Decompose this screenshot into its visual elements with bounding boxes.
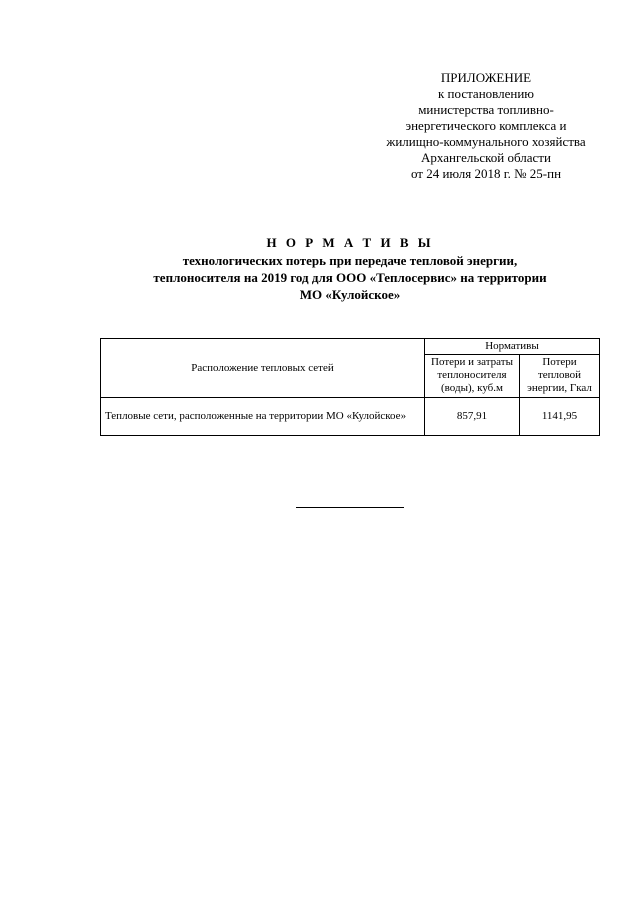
appendix-date-line: от 24 июля 2018 г. № 25-пн xyxy=(410,166,562,181)
appendix-line: Архангельской области xyxy=(421,150,551,165)
header-heat-losses: Потери тепловой энергии, Гкал xyxy=(520,355,600,398)
appendix-line: к постановлению xyxy=(437,86,535,101)
header-location: Расположение тепловых сетей xyxy=(101,339,425,398)
norms-table xyxy=(100,338,600,436)
appendix-title: ПРИЛОЖЕНИЕ xyxy=(440,70,532,85)
title-heading: Н О Р М А Т И В Ы xyxy=(266,235,434,250)
title-line: МО «Кулойское» xyxy=(299,287,401,302)
appendix-line: министерства топливно- xyxy=(418,102,554,117)
document-title xyxy=(100,234,600,303)
cell-water-value: 857,91 xyxy=(425,398,520,436)
appendix-header xyxy=(360,70,612,182)
cell-heat-value: 1141,95 xyxy=(520,398,600,436)
table-header-row xyxy=(101,339,600,355)
separator-line xyxy=(296,507,404,508)
title-line: технологических потерь при передаче тепловой энергии, xyxy=(182,253,518,268)
appendix-line: жилищно-коммунального хозяйства xyxy=(386,134,586,149)
header-norms-group: Нормативы xyxy=(425,339,600,355)
appendix-line: энергетического комплекса и xyxy=(405,118,567,133)
header-water-losses: Потери и затраты теплоносителя (воды), куб.м xyxy=(425,355,520,398)
cell-location: Тепловые сети, расположенные на территории МО «Кулойское» xyxy=(101,398,425,436)
title-line: теплоносителя на 2019 год для ООО «Теплосервис» на территории xyxy=(153,270,547,285)
table-row xyxy=(101,398,600,436)
